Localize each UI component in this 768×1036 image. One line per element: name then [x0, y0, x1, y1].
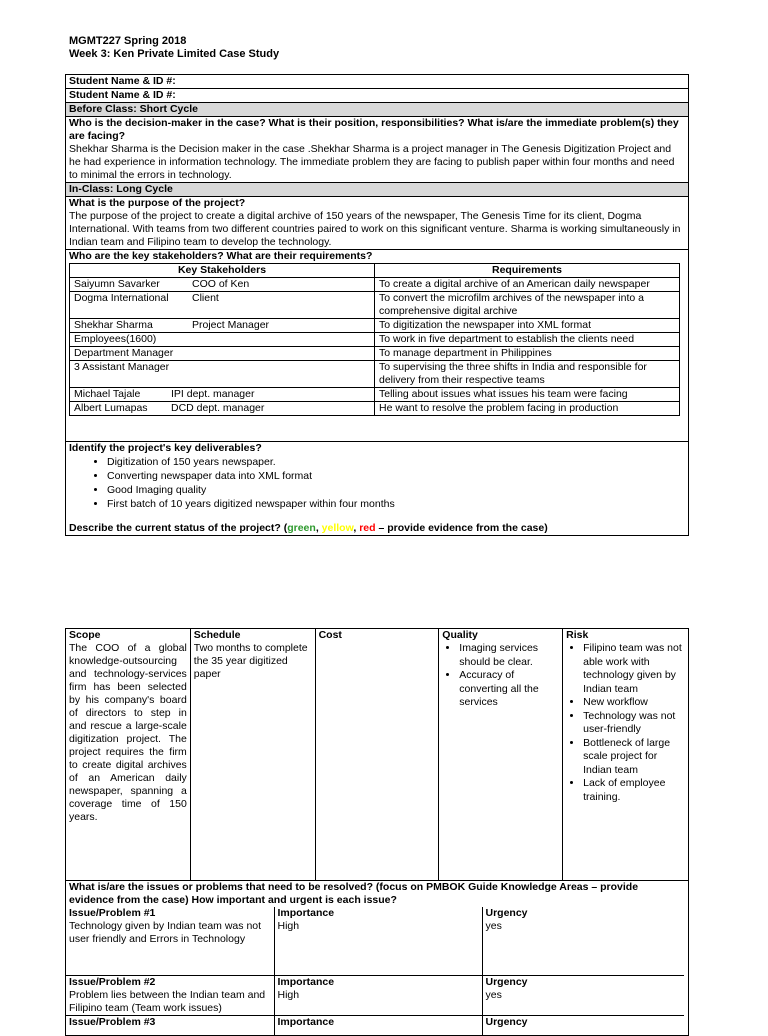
issue-text: Problem lies between the Indian team and Filipino team (Team work issues): [69, 988, 266, 1014]
urgency-heading: Urgency: [485, 907, 528, 919]
stakeholder-role: DCD dept. manager: [171, 402, 265, 414]
risk-list: [566, 642, 685, 804]
analysis-table: [65, 628, 689, 1036]
scope-text: The COO of a global knowledge-outsourcing and technology-services firm has been selected by his company's board of directors to step in and rescue a large-scale digitization project. The project requires the firm to create digital archives of an American daily newspaper, spanning a coverage time of 150 years.: [69, 642, 187, 823]
status-question: Describe the current status of the project? (green, yellow, red – provide evidence from the case): [69, 522, 548, 534]
stakeholder-requirement: He want to resolve the problem facing in production: [375, 402, 680, 416]
status-green-label: green: [287, 522, 316, 534]
quality-cell: [439, 629, 563, 881]
student-name-1: Student Name & ID #:: [66, 75, 689, 89]
requirements-col-header: Requirements: [375, 264, 680, 278]
purpose-question: What is the purpose of the project?: [69, 197, 246, 209]
doc-week-title: Week 3: Ken Private Limited Case Study: [69, 48, 280, 60]
stakeholder-role: Client: [192, 292, 219, 304]
status-red-label: red: [359, 522, 376, 534]
list-item: • Filipino team was not able work with technology given by Indian team: [583, 642, 685, 696]
stakeholder-requirement: To create a digital archive of an American daily newspaper: [375, 278, 680, 292]
importance-heading: Importance: [277, 1015, 335, 1028]
stakeholder-name: Albert Lumapas: [74, 402, 148, 414]
quality-heading: Quality: [442, 629, 478, 641]
stakeholder-name: Employees(1600): [74, 333, 157, 345]
table-row: [70, 402, 680, 416]
risk-cell: [563, 629, 689, 881]
schedule-heading: Schedule: [193, 629, 241, 641]
stakeholder-name: Dogma International: [74, 292, 169, 304]
table-row: [66, 975, 684, 1015]
list-item: • Bottleneck of large scale project for Indian team: [583, 737, 685, 778]
table-row: [70, 361, 680, 388]
list-item: • Lack of employee training.: [583, 777, 685, 804]
list-item: • Good Imaging quality: [107, 483, 685, 497]
stakeholders-table: [69, 263, 680, 416]
stakeholders-col-header: Key Stakeholders: [70, 264, 375, 278]
stakeholder-requirement: To manage department in Philippines: [375, 347, 680, 361]
status-yellow-label: yellow: [321, 522, 354, 534]
stakeholder-name: 3 Assistant Manager: [74, 361, 170, 373]
issue-title: Issue/Problem #3: [69, 1015, 156, 1028]
table-row: [70, 388, 680, 402]
stakeholder-name: Michael Tajale: [74, 388, 141, 400]
urgency-heading: Urgency: [485, 1015, 528, 1028]
stakeholder-name: Saiyumn Savarker: [74, 278, 160, 290]
stakeholder-name: Shekhar Sharma: [74, 319, 153, 331]
issues-table: [66, 907, 684, 1035]
list-item: • First batch of 10 years digitized newspaper within four months: [107, 497, 685, 511]
stakeholders-cell: [66, 250, 689, 442]
stakeholder-name: Department Manager: [74, 347, 174, 359]
stakeholder-requirement: To work in five department to establish the clients need: [375, 333, 680, 347]
purpose-cell: [66, 197, 689, 250]
issues-question: What is/are the issues or problems that need to be resolved? (focus on PMBOK Guide Knowledge Areas – provide evidence from the case) How important and urgent is each issue?: [69, 881, 639, 906]
table-row: [70, 319, 680, 333]
list-item: • Accuracy of converting all the services: [459, 669, 559, 710]
case-study-table: [65, 74, 689, 536]
decision-maker-cell: [66, 117, 689, 183]
quality-list: [442, 642, 559, 710]
deliverables-list: [69, 455, 685, 511]
urgency-value: yes: [485, 988, 502, 1001]
issue-title: Issue/Problem #1: [69, 907, 156, 919]
cost-cell: [315, 629, 439, 881]
decision-maker-question: Who is the decision-maker in the case? What is their position, responsibilities? What is/are the immediate problem(s) they are facing?: [69, 117, 679, 142]
list-item: • Technology was not user-friendly: [583, 710, 685, 737]
table-row: [66, 907, 684, 975]
stakeholder-requirement: To supervising the three shifts in India and responsible for delivery from their respective teams: [375, 361, 680, 388]
table-row: [70, 278, 680, 292]
table-row: [70, 292, 680, 319]
table-row: [70, 333, 680, 347]
stakeholder-requirement: Telling about issues what issues his team were facing: [375, 388, 680, 402]
risk-heading: Risk: [566, 629, 589, 641]
list-item: • Imaging services should be clear.: [459, 642, 559, 669]
stakeholder-role: COO of Ken: [192, 278, 250, 290]
stakeholder-role: IPI dept. manager: [171, 388, 255, 400]
issue-title: Issue/Problem #2: [69, 975, 156, 988]
stakeholders-question: Who are the key stakeholders? What are their requirements?: [69, 250, 373, 262]
deliverables-question: Identify the project's key deliverables?: [69, 442, 262, 454]
purpose-answer: The purpose of the project to create a digital archive of 150 years of the newspaper, The Genesis Time for its client, Dogma International. With teams from two different countries paired to work on this significant venture. Sharma is working simultaneously in Indian team and Filipino team to develop the technology.: [69, 210, 681, 248]
table-row: [66, 1015, 684, 1035]
list-item: • Digitization of 150 years newspaper.: [107, 455, 685, 469]
importance-heading: Importance: [277, 975, 335, 988]
urgency-value: yes: [485, 920, 502, 932]
in-class-heading: In-Class: Long Cycle: [66, 183, 689, 197]
stakeholder-requirement: To convert the microfilm archives of the newspaper into a comprehensive digital archive: [375, 292, 680, 319]
importance-value: High: [277, 920, 300, 932]
table-row: [70, 347, 680, 361]
urgency-heading: Urgency: [485, 975, 528, 988]
scope-heading: Scope: [69, 629, 101, 641]
student-name-2: Student Name & ID #:: [66, 89, 689, 103]
stakeholder-role: Project Manager: [192, 319, 270, 331]
before-class-heading: Before Class: Short Cycle: [66, 103, 689, 117]
list-item: • New workflow: [583, 696, 685, 710]
schedule-text: Two months to complete the 35 year digitized paper: [193, 642, 308, 680]
decision-maker-answer: Shekhar Sharma is the Decision maker in the case .Shekhar Sharma is a project manager in The Genesis Digitization Project and he had experience in information technology. The immediate problem they are facing to publish paper within four months and need to minimal the errors in technology.: [69, 143, 675, 181]
deliverables-cell: [66, 442, 689, 536]
doc-course-title: MGMT227 Spring 2018: [69, 35, 187, 47]
scope-cell: [66, 629, 191, 881]
issue-text: Technology given by Indian team was not user friendly and Errors in Technology: [69, 920, 262, 945]
cost-heading: Cost: [318, 629, 342, 641]
stakeholder-requirement: To digitization the newspaper into XML format: [375, 319, 680, 333]
importance-heading: Importance: [277, 907, 335, 919]
list-item: • Converting newspaper data into XML format: [107, 469, 685, 483]
importance-value: High: [277, 988, 300, 1001]
schedule-cell: [190, 629, 315, 881]
